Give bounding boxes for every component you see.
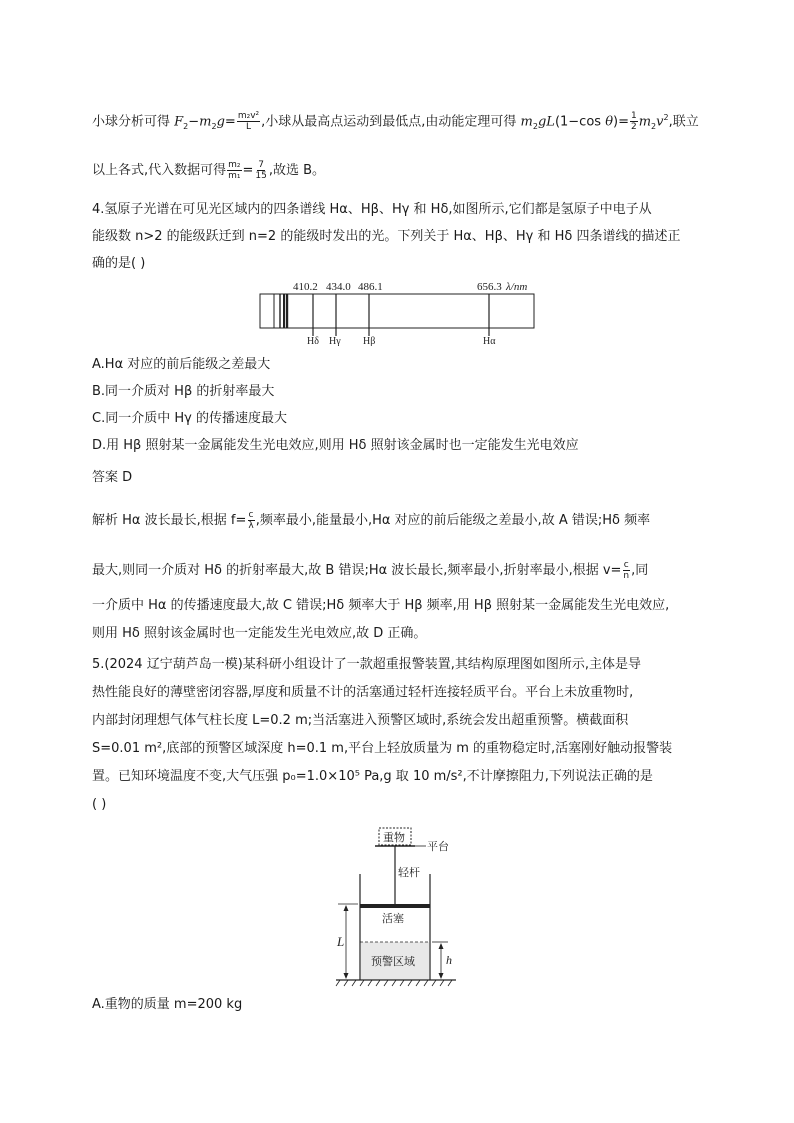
q5-stem-line1: 5.(2024 辽宁葫芦岛一模)某科研小组设计了一款超重报警装置,其结构原理图如图所示,主体是导 bbox=[92, 657, 642, 672]
fraction-half: $\frac{1}{2}$ bbox=[630, 111, 637, 133]
dim-h-label: h bbox=[446, 953, 452, 967]
fraction-c-over-n: $\frac{c}{n}$ bbox=[623, 560, 630, 581]
q5-option-a: A.重物的质量 m=200 kg bbox=[92, 997, 243, 1012]
fraction-c-over-lambda: $\frac{c}{\lambda}$ bbox=[248, 510, 254, 531]
q4-analysis-line3: 一介质中 Hα 的传播速度最大,故 C 错误;Hδ 频率大于 Hβ 频率,用 Hβ 照射某一金属能发生光电效应, bbox=[92, 598, 670, 613]
fraction-m2-over-m1: $\frac{\text{m₂}}{\text{m₁}}$ bbox=[228, 160, 241, 181]
dim-L-arrowhead-bottom bbox=[344, 973, 349, 979]
q5-stem-line4: S=0.01 m²,底部的预警区域深度 h=0.1 m,平台上轻放质量为 m 的重物稳定时,活塞刚好触动报警装 bbox=[92, 741, 673, 756]
piston bbox=[360, 904, 430, 908]
line-label-h-gamma: Hγ bbox=[329, 336, 341, 346]
q4-answer: 答案 D bbox=[92, 470, 133, 485]
platform-label: 平台 bbox=[427, 840, 449, 853]
q4-option-d: D.用 Hβ 照射某一金属能发生光电效应,则用 Hδ 照射该金属时也一定能发生光电效应 bbox=[92, 438, 579, 453]
fraction-7-over-15: $\frac{7}{15}$ bbox=[255, 160, 267, 181]
dim-L-arrowhead-top bbox=[344, 905, 349, 911]
q3-tail-line1: 小球分析可得 $F_2-m_2g=$ $\frac{\text{m₂v²}}{L}$ ,小球从最高点运动到最低点,由动能定理可得 $m_2gL(1-\cos$ θ)= $\frac{1}{2}$ $m_2v^2$,联立 bbox=[92, 111, 699, 133]
alarm-device-figure bbox=[0, 822, 794, 992]
line-label-h-delta: Hδ bbox=[307, 336, 319, 346]
q4-option-a: A.Hα 对应的前后能级之差最大 bbox=[92, 357, 271, 372]
q4-analysis-line1: 解析 Hα 波长最长,根据 f= $\frac{c}{\lambda}$ ,频率最小,能量最小,Hα 对应的前后能级之差最小,故 A 错误;Hδ 频率 bbox=[92, 510, 651, 531]
wavelength-label-656: 656.3 bbox=[477, 281, 502, 293]
q5-stem-line2: 热性能良好的薄壁密闭容器,厚度和质量不计的活塞通过轻杆连接轻质平台。平台上未放重物时, bbox=[92, 685, 634, 700]
q4-option-b: B.同一介质对 Hβ 的折射率最大 bbox=[92, 384, 275, 399]
q4-analysis-line4: 则用 Hδ 照射该金属时也一定能发生光电效应,故 D 正确。 bbox=[92, 626, 427, 641]
spectrum-strip bbox=[260, 294, 534, 328]
wavelength-label-410: 410.2 bbox=[293, 281, 318, 293]
rod-label: 轻杆 bbox=[398, 866, 420, 879]
line-label-h-alpha: Hα bbox=[483, 336, 496, 346]
piston-label: 活塞 bbox=[382, 912, 404, 925]
warning-zone-label: 预警区域 bbox=[371, 955, 415, 968]
q4-stem-line1: 4.氢原子光谱在可见光区域内的四条谱线 Hα、Hβ、Hγ 和 Hδ,如图所示,它们都是氢原子中电子从 bbox=[92, 202, 652, 217]
line-label-h-beta: Hβ bbox=[363, 336, 376, 346]
wavelength-label-434: 434.0 bbox=[326, 281, 351, 293]
q4-stem-line3: 确的是( ) bbox=[92, 256, 146, 271]
dim-h-arrowhead-top bbox=[439, 943, 444, 949]
q5-stem-line6: ( ) bbox=[92, 797, 107, 812]
wavelength-axis-label: λ/nm bbox=[506, 281, 528, 293]
wavelength-label-486: 486.1 bbox=[358, 281, 383, 293]
weight-label: 重物 bbox=[383, 831, 405, 844]
q3-tail-line2: 以上各式,代入数据可得 $\frac{\text{m₂}}{\text{m₁}}$ = $\frac{7}{15}$ ,故选 B。 bbox=[92, 160, 326, 181]
ground-hatch bbox=[336, 980, 452, 986]
q4-analysis-line2: 最大,则同一介质对 Hδ 的折射率最大,故 B 错误;Hα 波长最长,频率最小,折射率最小,根据 v= $\frac{c}{n}$ ,同 bbox=[92, 560, 649, 581]
q4-stem-line2: 能级数 n>2 的能级跃迁到 n=2 的能级时发出的光。下列关于 Hα、Hβ、Hγ 和 Hδ 四条谱线的描述正 bbox=[92, 229, 681, 244]
dim-L-label: L bbox=[337, 934, 345, 949]
q5-stem-line5: 置。已知环境温度不变,大气压强 p₀=1.0×10⁵ Pa,g 取 10 m/s²,不计摩擦阻力,下列说法正确的是 bbox=[92, 769, 653, 784]
dim-h-arrowhead-bottom bbox=[439, 973, 444, 979]
q5-stem-line3: 内部封闭理想气体气柱长度 L=0.2 m;当活塞进入预警区域时,系统会发出超重预警。横截面积 bbox=[92, 713, 629, 728]
q4-option-c: C.同一介质中 Hγ 的传播速度最大 bbox=[92, 411, 287, 426]
fraction-m2v2-over-L: $\frac{\text{m₂v²}}{L}$ bbox=[237, 111, 260, 133]
hydrogen-spectrum-figure bbox=[0, 276, 794, 346]
